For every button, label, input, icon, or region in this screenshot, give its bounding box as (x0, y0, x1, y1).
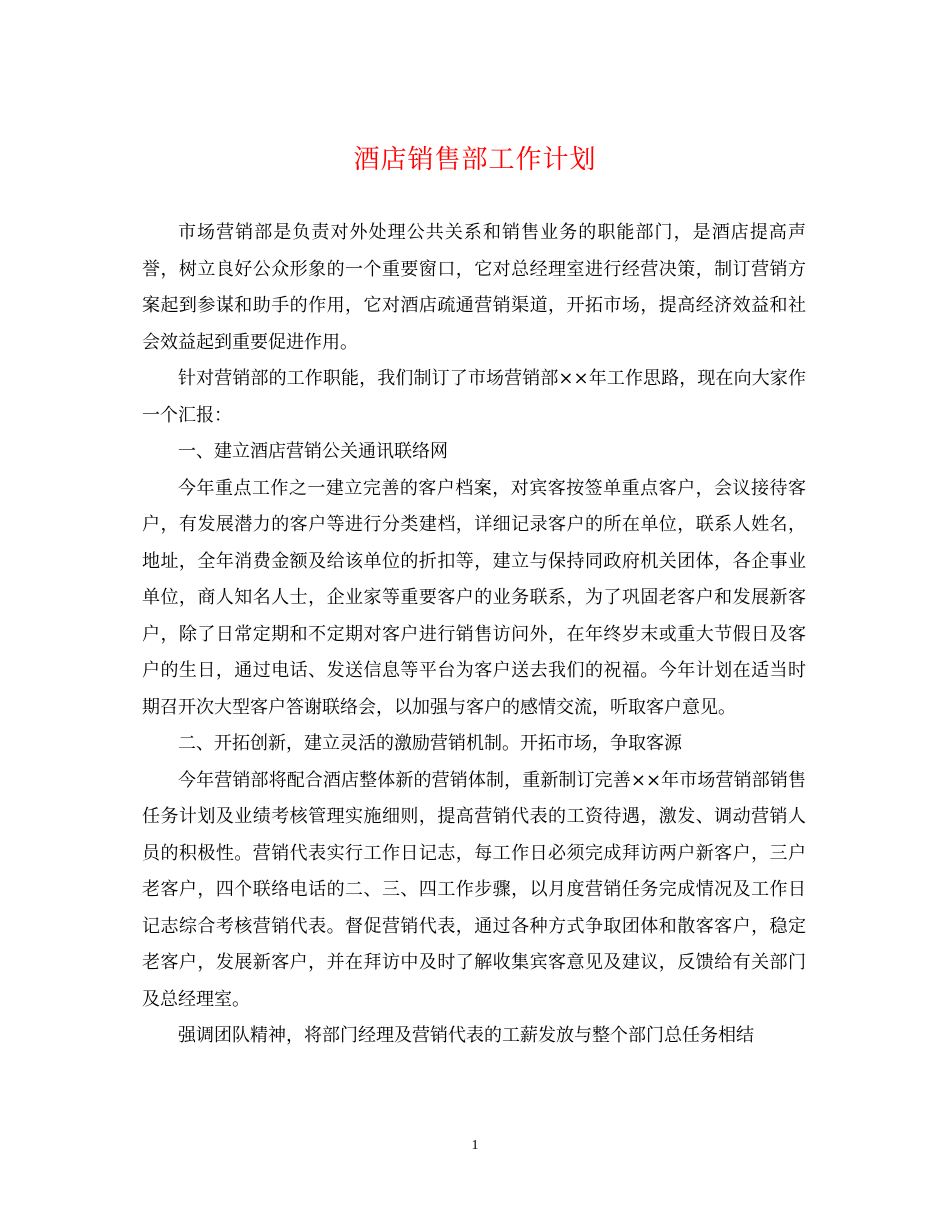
document-title: 酒店销售部工作计划 (353, 145, 597, 175)
paragraph-intro: 市场营销部是负责对外处理公共关系和销售业务的职能部门，是酒店提高声誉，树立良好公众形象的一个重要窗口，它对总经理室进行经营决策，制订营销方案起到参谋和助手的作用，它对酒店疏通营销渠道，开拓市场，提高经济效益和社会效益起到重要促进作用。 (142, 222, 806, 353)
paragraph-summary: 针对营销部的工作职能，我们制订了市场营销部××年工作思路，现在向大家作一个汇报： (142, 368, 806, 426)
document-body (142, 215, 806, 1055)
section-heading-2: 二、开拓创新，建立灵活的激励营销机制。开拓市场，争取客源 (178, 733, 682, 754)
paragraph-section-1: 今年重点工作之一建立完善的客户档案，对宾客按签单重点客户，会议接待客户，有发展潜力的客户等进行分类建档，详细记录客户的所在单位，联系人姓名，地址，全年消费金额及给该单位的折扣等，建立与保持同政府机关团体，各企事业单位，商人知名人士，企业家等重要客户的业务联系，为了巩固老客户和发展新客户，除了日常定期和不定期对客户进行销售访问外，在年终岁末或重大节假日及客户的生日，通过电话、发送信息等平台为客户送去我们的祝福。今年计划在适当时期召开次大型客户答谢联络会，以加强与客户的感情交流，听取客户意见。 (142, 477, 806, 718)
paragraph-team-spirit: 强调团队精神，将部门经理及营销代表的工薪发放与整个部门总任务相结 (178, 1025, 754, 1046)
paragraph-section-2: 今年营销部将配合酒店整体新的营销体制，重新制订完善××年市场营销部销售任务计划及业绩考核管理实施细则，提高营销代表的工资待遇，激发、调动营销人员的积极性。营销代表实行工作日记志，每工作日必须完成拜访两户新客户，三户老客户，四个联络电话的二、三、四工作步骤，以月度营销任务完成情况及工作日记志综合考核营销代表。督促营销代表，通过各种方式争取团体和散客客户，稳定老客户，发展新客户，并在拜访中及时了解收集宾客意见及建议，反馈给有关部门及总经理室。 (142, 769, 806, 1010)
section-heading-1: 一、建立酒店营销公关通讯联络网 (178, 441, 448, 462)
page-number: 1 (471, 1138, 479, 1153)
